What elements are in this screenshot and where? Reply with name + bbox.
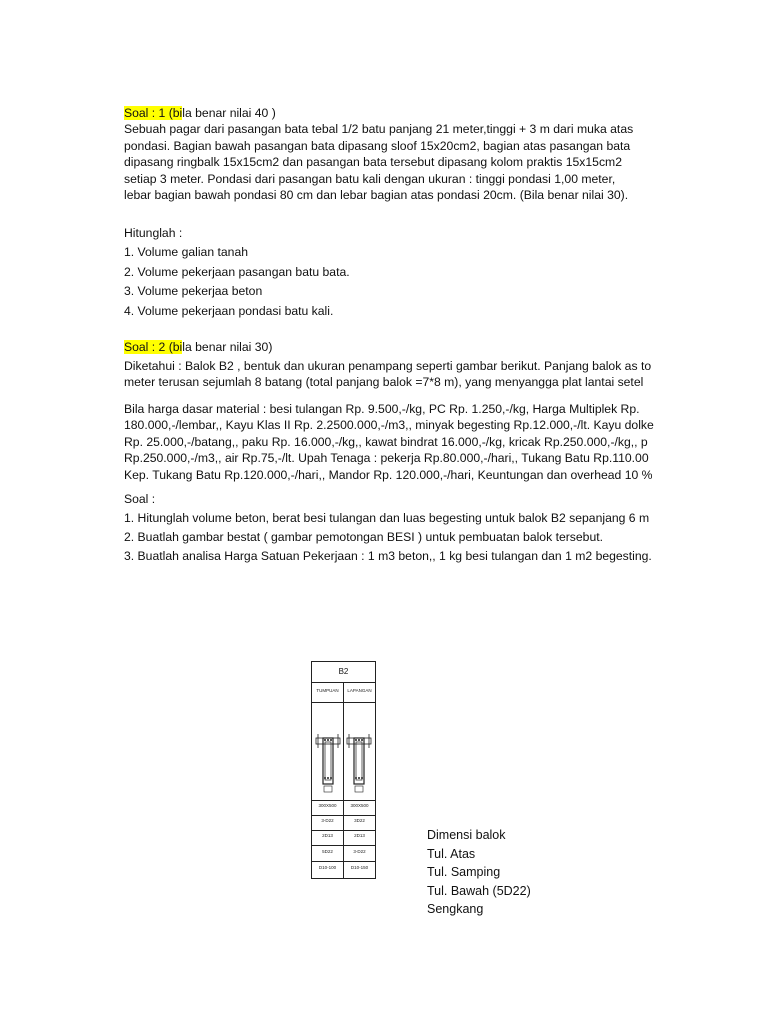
harga-line: Rp.250.000,-/m3,, air Rp.75,-/lt. Upah Tenaga : pekerja Rp.80.000,-/hari,, Tukang Batu Rp.110.00 <box>124 451 649 466</box>
diketahui-line: meter terusan sejumlah 8 batang (total panjang balok =7*8 m), yang menyangga plat lantai setel <box>124 375 644 390</box>
legend-tul-bawah: Tul. Bawah (5D22) <box>427 883 531 898</box>
beam-cross-section-right-icon <box>346 732 372 794</box>
col-label-lapangan: LAPANGAN <box>347 688 372 693</box>
row-tul-atas-left: 3-D22 <box>321 818 334 823</box>
soal-1-heading-rest: la benar nilai 40 ) <box>182 106 276 120</box>
row-tul-samping-right: 2D13 <box>354 833 365 838</box>
diketahui-line: Diketahui : Balok B2 , bentuk dan ukuran penampang seperti gambar berikut. Panjang balok as to <box>124 359 652 373</box>
legend-dimensi-balok: Dimensi balok <box>427 828 506 842</box>
beam-title: B2 <box>338 667 349 676</box>
col-label-tumpuan: TUMPUAN <box>316 688 339 693</box>
soal-1-item: 4. Volume pekerjaan pondasi batu kali. <box>124 303 334 318</box>
soal-1-item: 2. Volume pekerjaan pasangan batu bata. <box>124 264 350 279</box>
hitunglah-section <box>124 224 672 321</box>
soal-1-paragraph-line: Sebuah pagar dari pasangan bata tebal 1/2 batu panjang 21 meter,tinggi + 3 m dari muka atas <box>124 122 634 137</box>
soal-1-section <box>124 105 672 203</box>
soal-2-heading <box>124 338 672 358</box>
harga-line: Rp. 25.000,-/batang,, paku Rp. 16.000,-/kg,, kawat bindrat 16.000,-/kg, kricak Rp.250.000,-/kg,, p <box>124 434 648 449</box>
legend-tul-samping: Tul. Samping <box>427 865 501 880</box>
soal-2-heading-highlight: Soal : 2 (bi <box>124 340 183 354</box>
beam-section-drawing <box>311 661 376 879</box>
soal-2-soal-label: Soal : <box>124 492 156 506</box>
legend-tul-atas: Tul. Atas <box>427 846 476 861</box>
soal-1-paragraph-line: lebar bagian bawah pondasi 80 cm dan lebar bagian atas pondasi 20cm. (Bila benar nilai 30). <box>124 187 629 202</box>
soal-1-paragraph-line: dipasang ringbalk 15x15cm2 dan pasangan bata tersebut dipasang kolom praktis 15x15cm2 <box>124 155 622 170</box>
soal-2-item: 2. Buatlah gambar bestat ( gambar pemotongan BESI ) untuk pembuatan balok tersebut. <box>124 530 603 544</box>
soal-2-item: 3. Buatlah analisa Harga Satuan Pekerjaan : 1 m3 beton,, 1 kg besi tulangan dan 1 m2 begesting. <box>124 549 652 563</box>
soal-2-questions <box>124 490 672 566</box>
harga-line: Kep. Tukang Batu Rp.120.000,-/hari,, Mandor Rp. 120.000,-/hari, Keuntungan dan overhead 10 % <box>124 467 653 482</box>
soal-1-paragraph-line: setiap 3 meter. Pondasi dari pasangan batu kali dengan ukuran : tinggi pondasi 1,00 meter, <box>124 171 616 186</box>
row-tul-bawah-left: 5D22 <box>322 849 333 854</box>
soal-2-item: 1. Hitunglah volume beton, berat besi tulangan dan luas begesting untuk balok B2 sepanjang 6 m <box>124 511 650 525</box>
row-sengkang-right: D10-150 <box>350 865 369 870</box>
soal-1-item: 3. Volume pekerjaa beton <box>124 284 263 298</box>
soal-1-heading-highlight: Soal : 1 (bi <box>124 106 183 120</box>
harga-line: 180.000,-/lembar,, Kayu Klas II Rp. 2.2500.000,-/m3,, minyak begesting Rp.12.000,-/lt. Kayu dolke <box>124 418 654 433</box>
beam-cross-section-left-icon <box>315 732 341 794</box>
beam-legend <box>427 826 627 919</box>
legend-sengkang: Sengkang <box>427 902 484 917</box>
hitunglah-label: Hitunglah : <box>124 226 183 240</box>
row-sengkang-left: D10-100 <box>318 865 337 870</box>
soal-1-paragraph-line: pondasi. Bagian bawah pasangan bata dipasang sloof 15x20cm2, bagian atas pasangan bata <box>124 138 631 153</box>
soal-2-heading-rest: la benar nilai 30) <box>182 340 273 354</box>
row-dimensi-right: 300X500 <box>350 803 369 808</box>
row-tul-atas-right: 3D22 <box>354 818 365 823</box>
soal-1-item: 1. Volume galian tanah <box>124 245 248 259</box>
harga-line: Bila harga dasar material : besi tulangan Rp. 9.500,-/kg, PC Rp. 1.250,-/kg, Harga Multiplek Rp. <box>124 402 640 416</box>
soal-2-section <box>124 338 672 391</box>
harga-section <box>124 401 672 483</box>
row-dimensi-left: 300X500 <box>318 803 337 808</box>
row-tul-bawah-right: 3-D22 <box>353 849 366 854</box>
soal-1-heading <box>124 105 672 121</box>
row-tul-samping-left: 2D13 <box>322 833 333 838</box>
